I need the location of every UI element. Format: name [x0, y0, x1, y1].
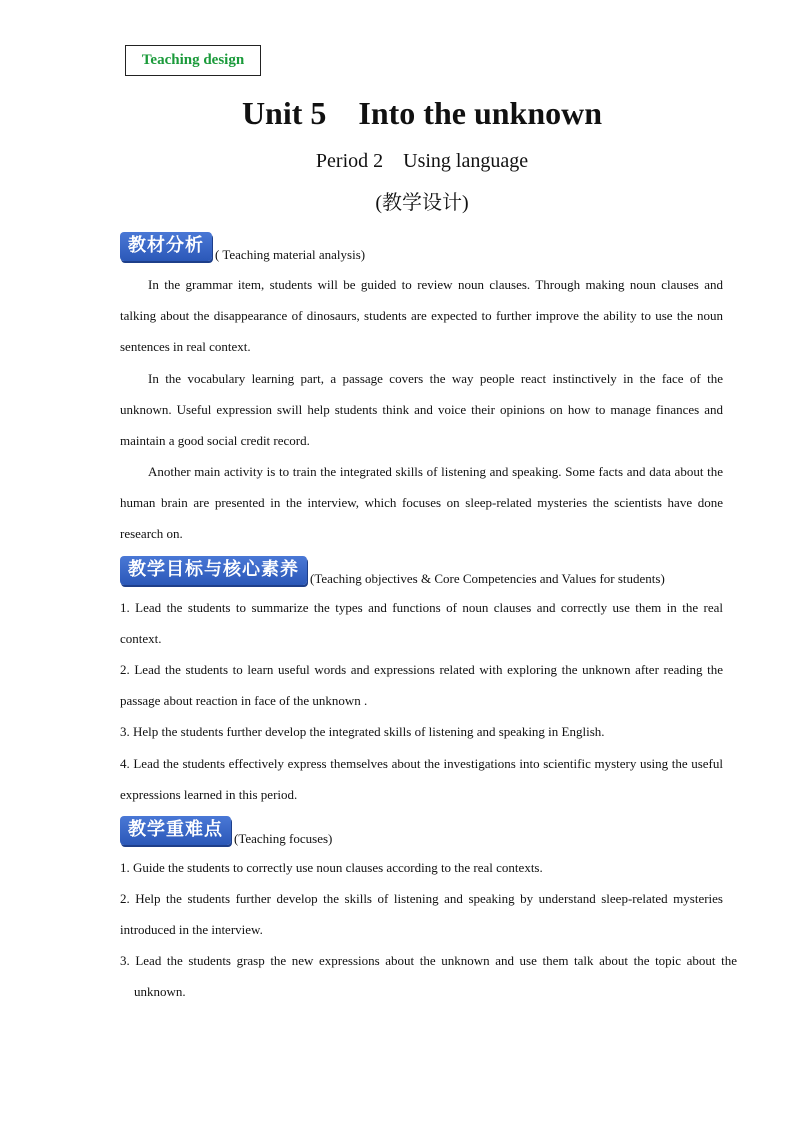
list-item: 2. Lead the students to learn useful words and expressions related with exploring the unknown after reading the passage about reaction in face of the unknown .: [120, 662, 723, 709]
list-item: 2. Help the students further develop the skills of listening and speaking by understand sleep-related mysteries introduced in the interview.: [120, 891, 723, 938]
list-item: 3. Help the students further develop the integrated skills of listening and speaking in English.: [120, 724, 605, 739]
section-badge: 教材分析: [120, 232, 212, 261]
section-heading-en: ( Teaching material analysis): [215, 247, 366, 262]
page-subtitle-cn: (教学设计): [375, 192, 469, 214]
section-badge: 教学重难点: [120, 816, 231, 845]
list-item: 1. Lead the students to summarize the types and functions of noun clauses and correctly use them in the real context.: [120, 600, 723, 647]
section-heading-en: (Teaching focuses): [234, 831, 333, 846]
section-heading-en: (Teaching objectives & Core Competencies and Values for students): [310, 571, 665, 586]
paragraph: In the vocabulary learning part, a passage covers the way people react instinctively in the face of the unknown. Useful expression swill help students think and voice their opinions on how to manage finances and maintain a good social credit record.: [120, 371, 723, 449]
section-heading-focuses: [120, 816, 332, 845]
section-badge: 教学目标与核心素养: [120, 556, 307, 585]
section-heading-objectives: [120, 556, 665, 585]
section-heading-material-analysis: [120, 232, 365, 261]
teaching-design-tag: [125, 45, 261, 76]
list-item: 4. Lead the students effectively express themselves about the investigations into scientific mystery using the useful expressions learned in this period.: [120, 756, 723, 803]
list-item: 3. Lead the students grasp the new expressions about the unknown and use them talk about the topic about the unknown.: [120, 953, 737, 1000]
page-subtitle: Period 2 Using language: [315, 150, 529, 172]
paragraph: Another main activity is to train the integrated skills of listening and speaking. Some facts and data about the human brain are presented in the interview, which focuses on sleep-related mysteries the scientists have done research on.: [120, 464, 723, 542]
paragraph: In the grammar item, students will be guided to review noun clauses. Through making noun clauses and talking about the disappearance of dinosaurs, students are expected to further improve the ability to use the noun sentences in real context.: [120, 277, 723, 355]
teaching-design-tag-label: Teaching design: [141, 52, 245, 68]
page-title: Unit 5 Into the unknown: [241, 95, 603, 131]
list-item: 1. Guide the students to correctly use noun clauses according to the real contexts.: [120, 860, 543, 875]
